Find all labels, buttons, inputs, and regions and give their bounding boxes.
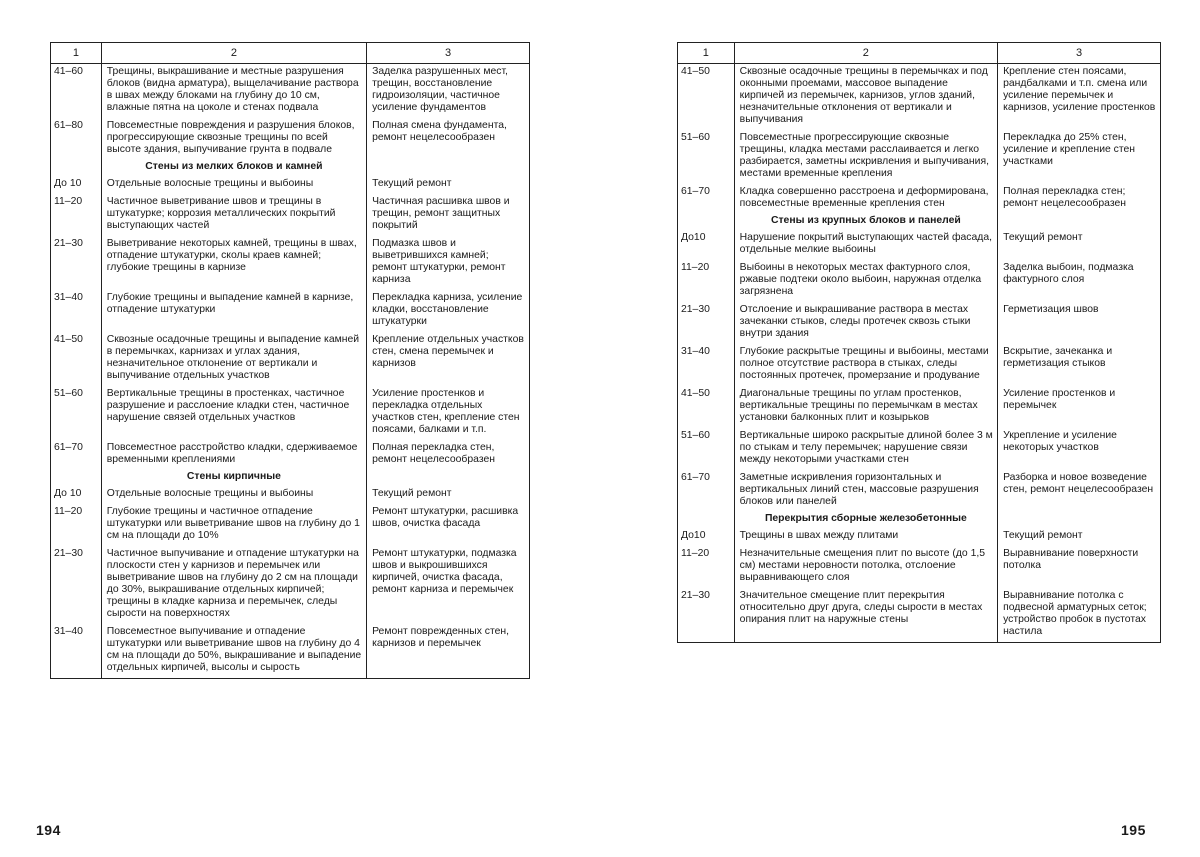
header-col-3: 3	[998, 43, 1161, 64]
left-table-body	[51, 64, 530, 679]
repair-measure-cell: Полная смена фундамента, ремонт нецелесообразен	[367, 118, 530, 160]
table-row	[51, 386, 530, 440]
section-spacer	[51, 470, 102, 486]
wear-percent-cell: 11–20	[678, 546, 735, 588]
repair-measure-cell: Полная перекладка стен; ремонт нецелесообразен	[998, 184, 1161, 214]
defect-description-cell: Кладка совершенно расстроена и деформирована, повсеместные временные крепления стен	[734, 184, 997, 214]
table-row	[51, 440, 530, 470]
wear-percent-cell: 41–50	[51, 332, 102, 386]
wear-percent-cell: 61–70	[51, 440, 102, 470]
table-row	[51, 176, 530, 194]
table-row	[678, 386, 1161, 428]
defect-description-cell: Отдельные волосные трещины и выбоины	[101, 176, 366, 194]
defect-description-cell: Нарушение покрытий выступающих частей фасада, отдельные мелкие выбоины	[734, 230, 997, 260]
wear-percent-cell: 11–20	[678, 260, 735, 302]
table-row	[678, 470, 1161, 512]
page-number: 194	[36, 822, 61, 838]
wear-percent-cell: 61–70	[678, 470, 735, 512]
section-row	[678, 512, 1161, 528]
section-spacer	[998, 512, 1161, 528]
defect-description-cell: Выветривание некоторых камней, трещины в швах, отпадение штукатурки, сколы краев камней; глубокие трещины в карнизе	[101, 236, 366, 290]
repair-measure-cell: Крепление стен поясами, рандбалками и т.п. смена или усиление перемычек и карнизов, усиление простенков	[998, 64, 1161, 131]
wear-percent-cell: До 10	[51, 486, 102, 504]
header-col-3: 3	[367, 43, 530, 64]
defect-description-cell: Отслоение и выкрашивание раствора в местах зачеканки стыков, следы протечек сквозь стыки внутри здания	[734, 302, 997, 344]
repair-measure-cell: Выравнивание поверхности потолка	[998, 546, 1161, 588]
left-page	[50, 42, 530, 679]
defect-description-cell: Выбоины в некоторых местах фактурного слоя, ржавые подтеки около выбоин, наружная отделка загрязнена	[734, 260, 997, 302]
wear-percent-cell: До10	[678, 230, 735, 260]
wear-percent-cell: 31–40	[51, 290, 102, 332]
section-spacer	[367, 470, 530, 486]
defect-description-cell: Незначительные смещения плит по высоте (до 1,5 см) местами неровности потолка, отслоение выравнивающего слоя	[734, 546, 997, 588]
repair-measure-cell: Текущий ремонт	[998, 230, 1161, 260]
right-table-header-row	[678, 43, 1161, 64]
defect-description-cell: Сквозные осадочные трещины в перемычках и под оконными проемами, массовое выпадение кирпичей из перемычек, карнизов, углов зданий, незначительные отклонения от вертикали и выпучивания	[734, 64, 997, 131]
repair-measure-cell: Текущий ремонт	[367, 486, 530, 504]
table-row	[51, 546, 530, 624]
wear-percent-cell: 61–80	[51, 118, 102, 160]
repair-measure-cell: Перекладка до 25% стен, усиление и крепление стен участками	[998, 130, 1161, 184]
table-row	[678, 528, 1161, 546]
defect-description-cell: Заметные искривления горизонтальных и вертикальных линий стен, массовые разрушения блоков или панелей	[734, 470, 997, 512]
table-row	[51, 194, 530, 236]
table-row	[678, 546, 1161, 588]
table-row	[678, 230, 1161, 260]
repair-measure-cell: Ремонт штукатурки, подмазка швов и выкрошившихся кирпичей, очистка фасада, ремонт карниза и перемычек	[367, 546, 530, 624]
repair-measure-cell: Подмазка швов и выветрившихся камней; ремонт штукатурки, ремонт карниза	[367, 236, 530, 290]
table-row	[51, 486, 530, 504]
table-row	[51, 236, 530, 290]
defect-description-cell: Повсеместные повреждения и разрушения блоков, прогрессирующие сквозные трещины по всей высоте здания, выпучивание грунта в подвале	[101, 118, 366, 160]
defect-description-cell: Частичное выветривание швов и трещины в штукатурке; коррозия металлических покрытий выступающих частей	[101, 194, 366, 236]
right-table	[677, 42, 1161, 643]
wear-percent-cell: 21–30	[678, 588, 735, 643]
section-row	[51, 470, 530, 486]
wear-percent-cell: 41–60	[51, 64, 102, 119]
page-number: 195	[1121, 822, 1146, 838]
wear-percent-cell: До10	[678, 528, 735, 546]
table-row	[51, 624, 530, 679]
repair-measure-cell: Герметизация швов	[998, 302, 1161, 344]
defect-description-cell: Трещины, выкрашивание и местные разрушения блоков (видна арматура), выщелачивание раствора в швах между блоками на глубину до 10 см, влажные пятна на цоколе и стенах подвала	[101, 64, 366, 119]
header-col-1: 1	[51, 43, 102, 64]
wear-percent-cell: 11–20	[51, 194, 102, 236]
header-col-2: 2	[734, 43, 997, 64]
defect-description-cell: Повсеместные прогрессирующие сквозные трещины, кладка местами расслаивается и легко разбирается, заметны искривления и выпучивания, местами временные крепления	[734, 130, 997, 184]
defect-description-cell: Повсеместное выпучивание и отпадение штукатурки или выветривание швов на глубину до 4 см на площади до 50%, выкрашивание и выпадение отдельных кирпичей, высолы и сырость	[101, 624, 366, 679]
table-row	[51, 64, 530, 119]
repair-measure-cell: Вскрытие, зачеканка и герметизация стыков	[998, 344, 1161, 386]
table-row	[51, 332, 530, 386]
repair-measure-cell: Разборка и новое возведение стен, ремонт нецелесообразен	[998, 470, 1161, 512]
wear-percent-cell: 51–60	[51, 386, 102, 440]
wear-percent-cell: До 10	[51, 176, 102, 194]
header-col-1: 1	[678, 43, 735, 64]
repair-measure-cell: Заделка выбоин, подмазка фактурного слоя	[998, 260, 1161, 302]
repair-measure-cell: Полная перекладка стен, ремонт нецелесообразен	[367, 440, 530, 470]
table-row	[678, 588, 1161, 643]
section-spacer	[678, 214, 735, 230]
table-row	[678, 428, 1161, 470]
defect-description-cell: Значительное смещение плит перекрытия относительно друг друга, следы сырости в местах опирания плит на наружные стены	[734, 588, 997, 643]
defect-description-cell: Сквозные осадочные трещины и выпадение камней в перемычках, карнизах и углах здания, незначительное отклонение от вертикали и выпучивание отдельных участков	[101, 332, 366, 386]
section-heading: Перекрытия сборные железобетонные	[734, 512, 997, 528]
table-row	[51, 504, 530, 546]
wear-percent-cell: 21–30	[51, 546, 102, 624]
table-row	[51, 290, 530, 332]
table-row	[678, 302, 1161, 344]
wear-percent-cell: 21–30	[51, 236, 102, 290]
table-row	[678, 64, 1161, 131]
defect-description-cell: Отдельные волосные трещины и выбоины	[101, 486, 366, 504]
repair-measure-cell: Укрепление и усиление некоторых участков	[998, 428, 1161, 470]
right-page	[677, 42, 1161, 643]
table-row	[678, 130, 1161, 184]
section-spacer	[51, 160, 102, 176]
defect-description-cell: Глубокие трещины и выпадение камней в карнизе, отпадение штукатурки	[101, 290, 366, 332]
wear-percent-cell: 11–20	[51, 504, 102, 546]
section-spacer	[998, 214, 1161, 230]
wear-percent-cell: 21–30	[678, 302, 735, 344]
repair-measure-cell: Ремонт штукатурки, расшивка швов, очистка фасада	[367, 504, 530, 546]
repair-measure-cell: Крепление отдельных участков стен, смена перемычек и карнизов	[367, 332, 530, 386]
right-table-body	[678, 64, 1161, 643]
wear-percent-cell: 51–60	[678, 428, 735, 470]
wear-percent-cell: 51–60	[678, 130, 735, 184]
defect-description-cell: Повсеместное расстройство кладки, сдерживаемое временными креплениями	[101, 440, 366, 470]
defect-description-cell: Диагональные трещины по углам простенков, вертикальные трещины по перемычкам в местах установки балконных плит и козырьков	[734, 386, 997, 428]
section-heading: Стены кирпичные	[101, 470, 366, 486]
repair-measure-cell: Заделка разрушенных мест, трещин, восстановление гидроизоляции, частичное усиление фундаментов	[367, 64, 530, 119]
wear-percent-cell: 31–40	[678, 344, 735, 386]
section-heading: Стены из крупных блоков и панелей	[734, 214, 997, 230]
section-row	[51, 160, 530, 176]
section-row	[678, 214, 1161, 230]
left-table-header-row	[51, 43, 530, 64]
defect-description-cell: Глубокие трещины и частичное отпадение штукатурки или выветривание швов на глубину до 1 см на площади до 10%	[101, 504, 366, 546]
table-row	[678, 344, 1161, 386]
wear-percent-cell: 61–70	[678, 184, 735, 214]
section-spacer	[678, 512, 735, 528]
repair-measure-cell: Текущий ремонт	[367, 176, 530, 194]
table-row	[51, 118, 530, 160]
wear-percent-cell: 41–50	[678, 386, 735, 428]
header-col-2: 2	[101, 43, 366, 64]
repair-measure-cell: Частичная расшивка швов и трещин, ремонт защитных покрытий	[367, 194, 530, 236]
wear-percent-cell: 31–40	[51, 624, 102, 679]
defect-description-cell: Глубокие раскрытые трещины и выбоины, местами полное отсутствие раствора в стыках, следы постоянных протечек, промерзание и продувание	[734, 344, 997, 386]
defect-description-cell: Вертикальные трещины в простенках, частичное разрушение и расслоение кладки стен, частичное нарушение связей отдельных участков	[101, 386, 366, 440]
repair-measure-cell: Усиление простенков и перекладка отдельных участков стен, крепление стен поясами, балками и т.п.	[367, 386, 530, 440]
section-spacer	[367, 160, 530, 176]
repair-measure-cell: Выравнивание потолка с подвесной арматурных сеток; устройство пробок в пустотах настила	[998, 588, 1161, 643]
table-row	[678, 184, 1161, 214]
repair-measure-cell: Усиление простенков и перемычек	[998, 386, 1161, 428]
left-table	[50, 42, 530, 679]
repair-measure-cell: Ремонт поврежденных стен, карнизов и перемычек	[367, 624, 530, 679]
defect-description-cell: Частичное выпучивание и отпадение штукатурки на плоскости стен у карнизов и перемычек или выветривание швов на глубину до 2 см на площади до 30%, выкрашивание отдельных кирпичей; трещины в кладке карниза и перемычек, следы сырости на поверхностях	[101, 546, 366, 624]
repair-measure-cell: Перекладка карниза, усиление кладки, восстановление штукатурки	[367, 290, 530, 332]
section-heading: Стены из мелких блоков и камней	[101, 160, 366, 176]
wear-percent-cell: 41–50	[678, 64, 735, 131]
defect-description-cell: Вертикальные широко раскрытые длиной более 3 м по стыкам и телу перемычек; нарушение связи между некоторыми участками стен	[734, 428, 997, 470]
repair-measure-cell: Текущий ремонт	[998, 528, 1161, 546]
table-row	[678, 260, 1161, 302]
defect-description-cell: Трещины в швах между плитами	[734, 528, 997, 546]
